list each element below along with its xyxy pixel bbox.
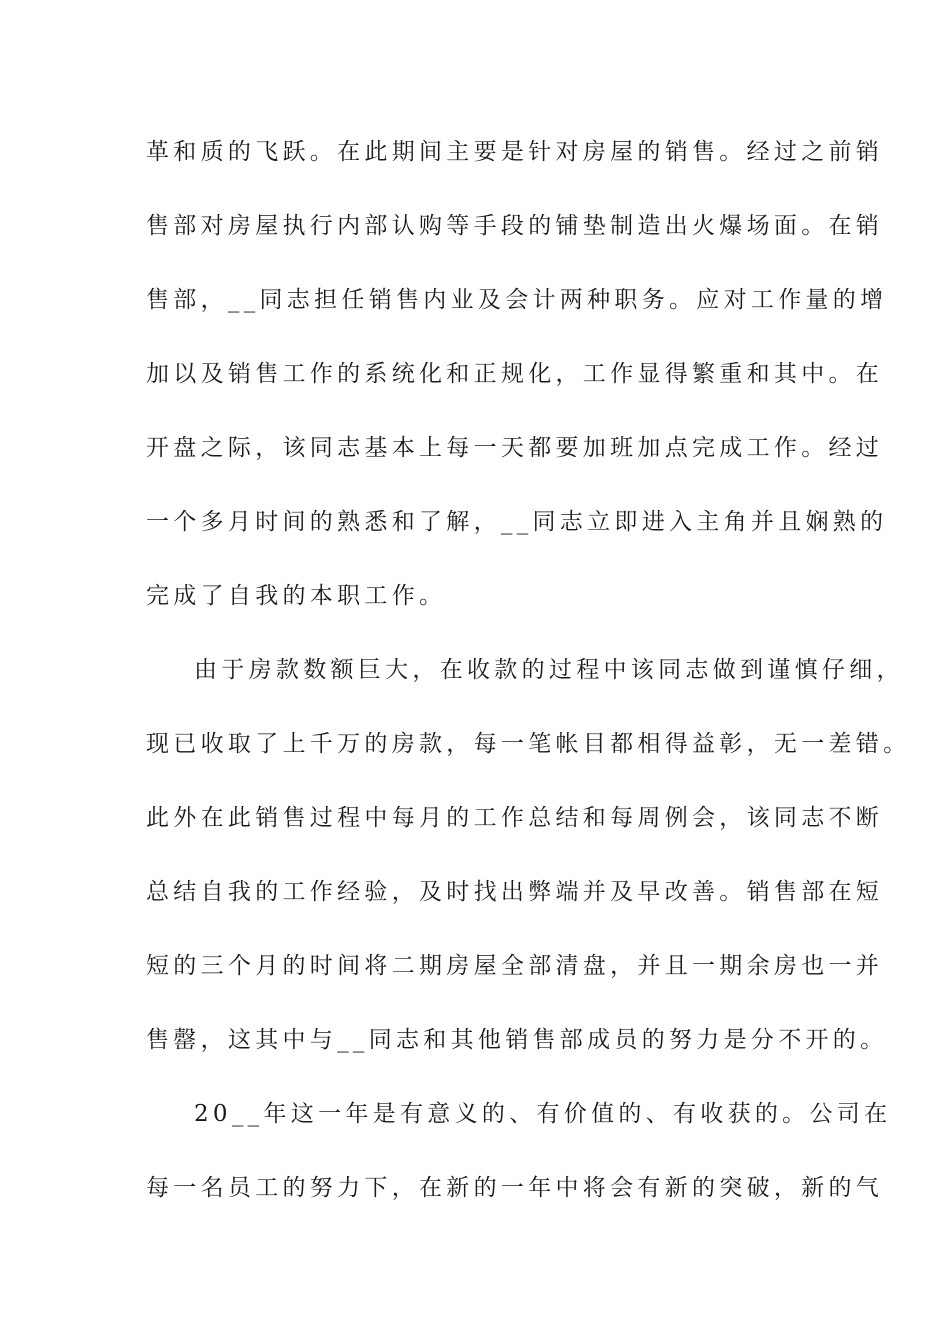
text-line-12: 短的三个月的时间将二期房屋全部清盘，并且一期余房也一并 xyxy=(146,953,884,979)
text-line-7: 完成了自我的本职工作。 xyxy=(146,583,447,609)
text-line-15: 每一名员工的努力下，在新的一年中将会有新的突破，新的气 xyxy=(146,1175,884,1201)
text-line-11: 总结自我的工作经验，及时找出弊端并及早改善。销售部在短 xyxy=(146,879,884,905)
paragraph-start-line-8: 由于房款数额巨大，在收款的过程中该同志做到谨慎仔细， xyxy=(194,657,904,683)
text-line-3: 售部，__同志担任销售内业及会计两种职务。应对工作量的增 xyxy=(146,287,888,313)
text-line-5: 开盘之际，该同志基本上每一天都要加班加点完成工作。经过 xyxy=(146,435,884,461)
text-line-2: 售部对房屋执行内部认购等手段的铺垫制造出火爆场面。在销 xyxy=(146,213,884,239)
text-line-13: 售罄，这其中与__同志和其他销售部成员的努力是分不开的。 xyxy=(146,1027,888,1053)
text-line-1: 革和质的飞跃。在此期间主要是针对房屋的销售。经过之前销 xyxy=(146,139,884,165)
text-line-10: 此外在此销售过程中每月的工作总结和每周例会，该同志不断 xyxy=(146,805,884,831)
text-line-9: 现已收取了上千万的房款，每一笔帐目都相得益彰，无一差错。 xyxy=(146,731,911,757)
document-body xyxy=(146,128,911,1238)
text-line-6: 一个多月时间的熟悉和了解，__同志立即进入主角并且娴熟的 xyxy=(146,509,888,535)
paragraph-start-line-14: 20__年这一年是有意义的、有价值的、有收获的。公司在 xyxy=(194,1101,892,1127)
text-line-4: 加以及销售工作的系统化和正规化，工作显得繁重和其中。在 xyxy=(146,361,884,387)
